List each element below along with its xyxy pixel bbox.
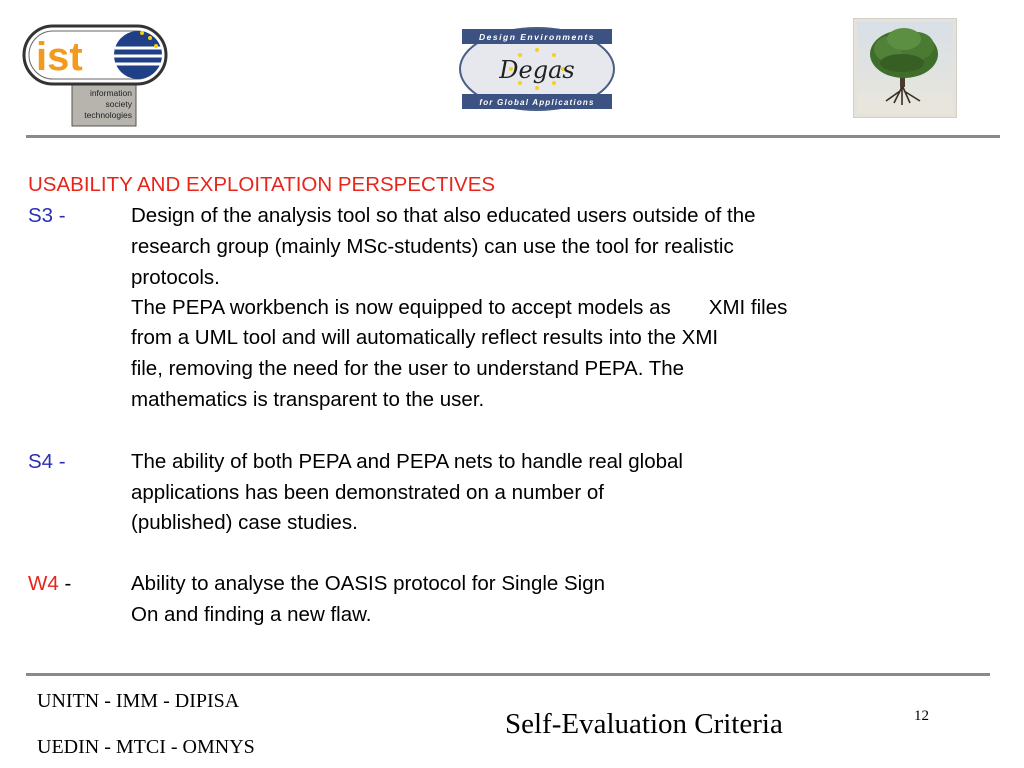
ist-line-3: technologies [84, 110, 132, 120]
ist-logo [22, 20, 172, 128]
degas-logo [458, 26, 616, 112]
degas-top-text: Design Environments [479, 32, 595, 42]
footer-divider [26, 673, 990, 676]
s3-line-6: file, removing the need for the user to understand PEPA. The [131, 357, 685, 380]
header-divider [26, 135, 1000, 138]
w4-tag [28, 568, 71, 599]
s3-line-3: protocols. [131, 266, 220, 289]
footer-partners-1: UNITN - IMM - DIPISA [37, 690, 240, 712]
degas-bottom-text: for Global Applications [479, 98, 595, 107]
ist-line-2: society [105, 99, 132, 109]
s3-line-1: Design of the analysis tool so that also educated users outside of the [131, 204, 756, 227]
s4-line-3: (published) case studies. [131, 511, 358, 534]
ist-line-1: information [89, 88, 132, 98]
w4-tag-dash: - [58, 572, 72, 595]
s4-tag: S4 - [28, 450, 66, 473]
s4-line-2: applications has been demonstrated on a number of [131, 481, 604, 504]
w4-tag-code: W4 [28, 572, 59, 595]
s3-line-4a: The PEPA workbench is now equipped to accept models as [131, 296, 671, 319]
footer-title: Self-Evaluation Criteria [505, 708, 783, 740]
section-heading: USABILITY AND EXPLOITATION PERSPECTIVES [28, 173, 496, 196]
s3-line-4 [131, 292, 787, 323]
ist-wordmark: ist [36, 35, 83, 79]
footer-partners-2: UEDIN - MTCI - OMNYS [37, 736, 255, 758]
s4-line-1: The ability of both PEPA and PEPA nets to handle real global [131, 450, 683, 473]
s3-tag: S3 - [28, 204, 66, 227]
page-number: 12 [914, 708, 929, 724]
w4-line-2: On and finding a new flaw. [131, 603, 372, 626]
s3-line-7: mathematics is transparent to the user. [131, 388, 485, 411]
degas-script-text: Degas [499, 56, 575, 84]
s3-line-5: from a UML tool and will automatically reflect results into the XMI [131, 326, 719, 349]
w4-line-1: Ability to analyse the OASIS protocol for Single Sign [131, 572, 606, 595]
tree-image [853, 18, 957, 118]
s3-line-2: research group (mainly MSc-students) can use the tool for realistic [131, 235, 734, 258]
s3-line-4b: XMI files [708, 296, 788, 319]
